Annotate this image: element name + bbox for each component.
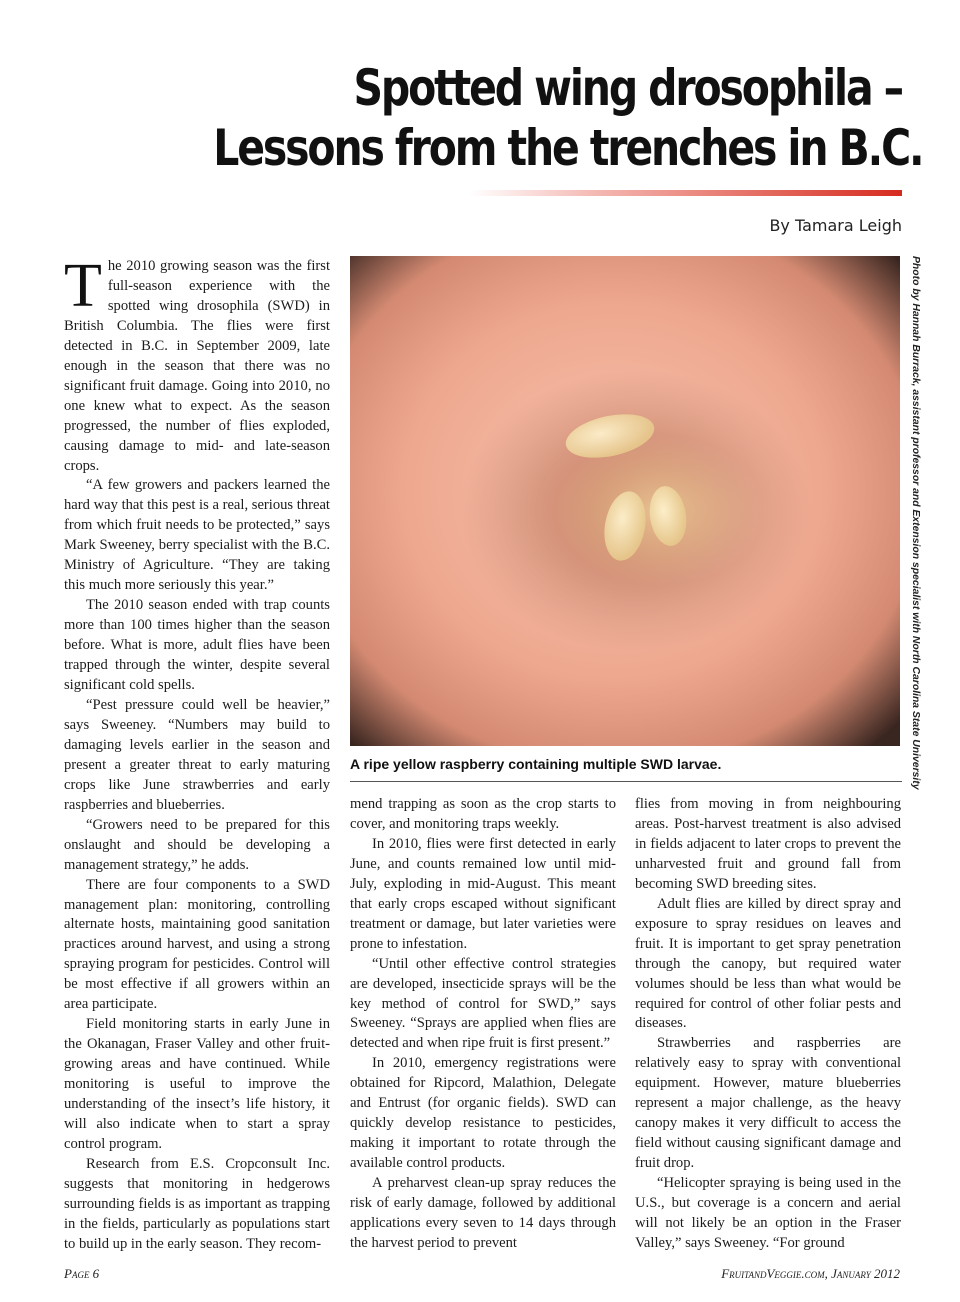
paragraph: “Pest pressure could well be heavier,” says Sweeney. “Numbers may build to damaging levels earlier in the season and present a greater threat to early maturing crops like June strawberries and early raspberries and blueberries. xyxy=(64,696,330,813)
title-line-2: Lessons from the trenches in B.C. xyxy=(213,119,923,177)
paragraph: “Growers need to be prepared for this onslaught and should be developing a management strategy,” he adds. xyxy=(64,816,330,873)
photo-caption: A ripe yellow raspberry containing multiple SWD larvae. xyxy=(350,756,722,772)
larva-shape xyxy=(599,488,651,564)
paragraph: “Helicopter spraying is being used in the U.S., but coverage is a concern and aerial will not likely be an option in the Fraser Valley,” says Sweeney. “For ground xyxy=(635,1175,901,1251)
paragraph: A preharvest clean-up spray reduces the risk of early damage, followed by additional applications every seven to 14 days through the harvest period to prevent xyxy=(350,1175,616,1251)
paragraph: Adult flies are killed by direct spray and exposure to spray residues on leaves and fruit. It is important to get spray penetration through the canopy, but required water volumes should be less than what would be required for control of other foliar pests and diseases. xyxy=(635,895,901,1032)
larva-shape xyxy=(646,484,690,548)
paragraph: There are four components to a SWD management plan: monitoring, controlling alternate hosts, maintaining good sanitation practices around harvest, and using a strong spraying program for pesticides. Control will be most effective if all growers within an area participate. xyxy=(64,876,330,1013)
larva-shape xyxy=(562,407,658,465)
paragraph: Research from E.S. Cropconsult Inc. suggests that monitoring in hedgerows surrounding fields is as important as trapping in the fields, particularly as populations start to build up in the early season. They recom- xyxy=(64,1155,330,1252)
column-2 xyxy=(350,795,616,1254)
paragraph xyxy=(64,252,330,476)
paragraph: flies from moving in from neighbouring areas. Post-harvest treatment is also advised in fields adjacent to later crops to prevent the unharvested fruit and ground fall from becoming SWD breeding sites. xyxy=(635,796,901,892)
column-1 xyxy=(64,252,330,1255)
raspberry-photo xyxy=(350,256,900,746)
paragraph: In 2010, emergency registrations were obtained for Ripcord, Malathion, Delegate and Entrust (for organic fields). SWD can quickly develop resistance to pesticides, making it important to rotate through the available control products. xyxy=(350,1055,616,1172)
paragraph: Strawberries and raspberries are relatively easy to spray with conventional equipment. However, mature blueberries represent a major challenge, as the heavy canopy makes it very difficult to access the field without causing significant damage and fruit drop. xyxy=(635,1035,901,1172)
paragraph: mend trapping as soon as the crop starts to cover, and monitoring traps weekly. xyxy=(350,796,616,832)
title-accent-rule xyxy=(470,190,902,196)
byline: By Tamara Leigh xyxy=(769,216,902,235)
page-number: Page 6 xyxy=(64,1266,100,1281)
paragraph: “Until other effective control strategies are developed, insecticide sprays will be the key method of control for SWD,” says Sweeney. “Sprays are applied when flies are detected and when ripe fruit is first present.” xyxy=(350,955,616,1052)
column-3 xyxy=(635,795,901,1254)
publication-footer: FruitandVeggie.com, January 2012 xyxy=(721,1266,900,1281)
paragraph: In 2010, flies were first detected in early June, and counts remained low until mid-July, exploding in mid-August. This meant that early crops escaped without significant treatment or damage, but later varieties were prone to infestation. xyxy=(350,835,616,952)
paragraph: The 2010 season ended with trap counts more than 100 times higher than the season before. What is more, adult flies have been trapped through the winter, despite several significant cold spells. xyxy=(64,597,330,694)
drop-cap: T xyxy=(64,252,102,320)
caption-divider xyxy=(350,781,902,782)
photo-credit-text: Photo by Hannah Burrack, assistant professor and Extension specialist with North Carolina State University xyxy=(910,256,921,790)
paragraph-text: he 2010 growing season was the first full-season experience with the spotted wing drosophila (SWD) in British Columbia. The flies were first detected in B.C. in September 2009, late enough in the season that there was no significant fruit damage. Going into 2010, no one knew what to expect. As the season progressed, the number of flies exploded, causing damage to mid- and late-season crops. xyxy=(64,258,330,474)
paragraph: Field monitoring starts in early June in the Okanagan, Fraser Valley and other fruit-growing areas and have continued. While monitoring is useful to improve the understanding of the insect’s life history, it will also indicate when to start a spray control program. xyxy=(64,1016,330,1152)
title-line-1: Spotted wing drosophila – xyxy=(353,59,902,117)
article-title xyxy=(213,58,923,178)
photo-credit xyxy=(904,256,926,790)
paragraph: “A few growers and packers learned the hard way that this pest is a real, serious threat from which fruit needs to be protected,” says Mark Sweeney, berry specialist with the B.C. Ministry of Agriculture. “They are taking this much more seriously this year.” xyxy=(64,477,330,594)
